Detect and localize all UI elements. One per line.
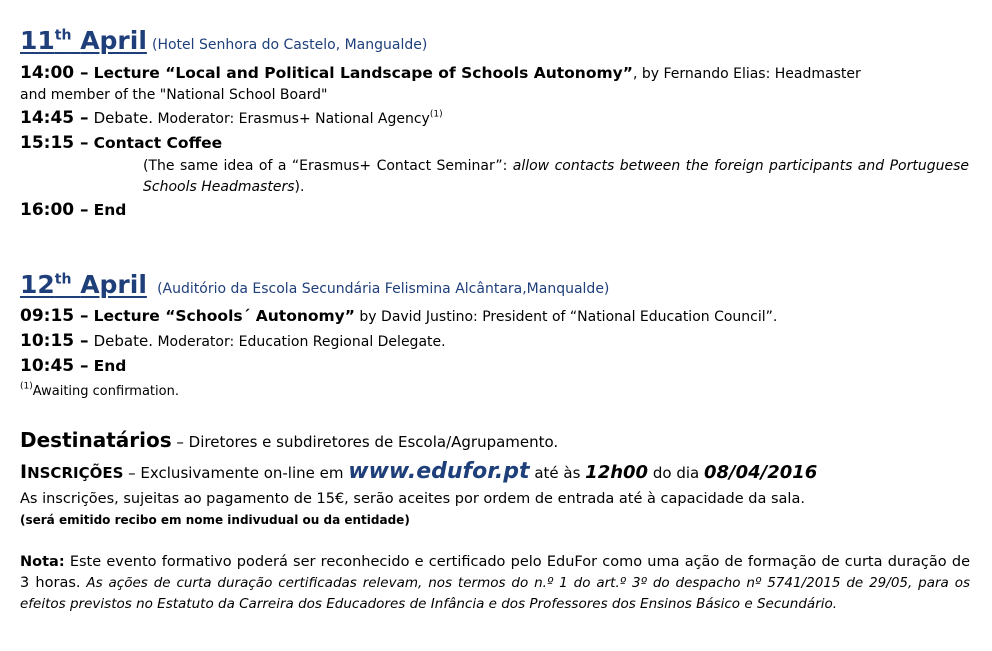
day1-location: (Hotel Senhora do Castelo, Mangualde) [152, 37, 428, 53]
day2-location: (Auditório da Escola Secundária Felismina Alcântara,Manqualde) [157, 281, 610, 297]
day2-date: 12th April [20, 270, 147, 299]
agenda-item-1600: 16:00 – End [20, 200, 127, 220]
agenda-item-1400: 14:00 – Lecture “Local and Political Landscape of Schools Autonomy”, by Fernando Elias: Headmaster [20, 63, 861, 83]
agenda-item-0915: 09:15 – Lecture “Schools´ Autonomy” by David Justino: President of “National Education Council”. [20, 306, 778, 326]
inscricoes: INSCRIÇÕES – Exclusivamente on-line em www.edufor.pt até às 12h00 do dia 08/04/2016 [20, 459, 818, 484]
inscricoes-receipt: (será emitido recibo em nome indivudual ou da entidade) [20, 513, 410, 527]
agenda-item-1400-line2: and member of the "National School Board" [20, 87, 328, 103]
agenda-item-1445: 14:45 – Debate. Moderator: Erasmus+ National Agency$^{(1)}$ [20, 108, 443, 128]
edufor-link[interactable]: www.edufor.pt [348, 459, 530, 484]
nota: Nota: Este evento formativo poderá ser reconhecido e certificado pelo EduFor como uma ação de formação de curta duração de 3 horas. As ações de curta duração certificadas relevam, nos termos do n.º 1 do art.º 3º do despacho nº 5741/2015 de 29/05, para os efeitos previstos no Estatuto da Carreira dos Educadores de Infância e dos Professores dos Ensinos Básico e Secundário. [20, 554, 970, 612]
agenda-item-1515-description: (The same idea of a “Erasmus+ Contact Seminar”: allow contacts between the foreign participants and Portuguese Schools Headmasters). [143, 158, 969, 195]
day1-date: 11th April [20, 26, 147, 55]
day1-heading [20, 26, 427, 55]
footnote: $^{(1)}$Awaiting confirmation. [20, 381, 179, 399]
destinatarios: Destinatários – Diretores e subdiretores de Escola/Agrupamento. [20, 428, 559, 452]
agenda-item-1015: 10:15 – Debate. Moderator: Education Regional Delegate. [20, 331, 446, 351]
agenda-item-1045: 10:45 – End [20, 356, 127, 376]
day2-heading [20, 270, 609, 299]
inscricoes-fee: As inscrições, sujeitas ao pagamento de 15€, serão aceites por ordem de entrada até à capacidade da sala. [20, 491, 805, 507]
agenda-item-1515: 15:15 – Contact Coffee [20, 133, 223, 153]
